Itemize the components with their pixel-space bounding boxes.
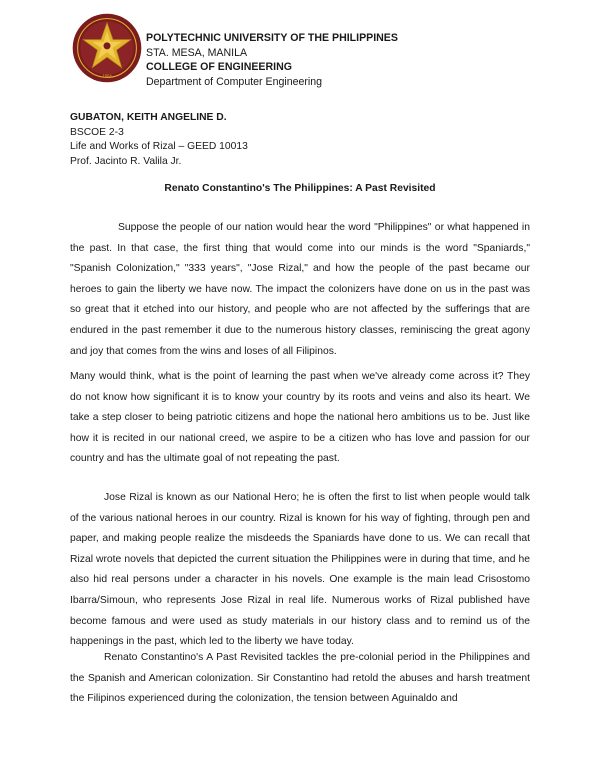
university-name: POLYTECHNIC UNIVERSITY OF THE PHILIPPINES: [146, 32, 398, 44]
campus-location: STA. MESA, MANILA: [146, 46, 248, 59]
student-section: BSCOE 2-3: [70, 126, 124, 138]
essay-paragraph-3: Jose Rizal is known as our National Hero; he is often the first to list when people would talk of the various national heroes in our country. Rizal is known for his way of fighting, through pen and paper, and making people realize the misdeeds the Spaniards have done to us. We can recall that Rizal wrote novels that depicted the current situation the Philippines were in during that time, and he also hid real persons under a character in his novels. One example is the main lead Crisostomo Ibarra/Simoun, who represents Jose Rizal in real life. Numerous works of Rizal published have become famous and were used as study materials in our history class and to remind us of the happenings in the past, which led to the liberty we have today.: [70, 492, 530, 648]
college-name: COLLEGE OF ENGINEERING: [146, 61, 292, 73]
institution-header: [146, 31, 398, 89]
student-name: GUBATON, KEITH ANGELINE D.: [70, 112, 227, 123]
essay-paragraph-2: Many would think, what is the point of learning the past when we've already come across it? They do not know how significant it is to know your country by its roots and veins and also its heart. We take a step closer to being patriotic citizens and hope the national hero ambitions us to be. Just like how it is recited in our national creed, we aspire to be a citizen who has love and passion for our country and has the ultimate goal of not repeating the past.: [70, 371, 530, 465]
seal-year: 1904: [102, 73, 112, 79]
university-seal-icon: [72, 13, 142, 83]
essay-paragraph-4: Renato Constantino's A Past Revisited tackles the pre-colonial period in the Philippines and the Spanish and American colonization. Sir Constantino had retold the abuses and harsh treatment the Filipinos experienced during the colonization, the tension between Aguinaldo and: [70, 652, 530, 705]
course-title: Life and Works of Rizal – GEED 10013: [70, 141, 248, 153]
student-info: [70, 111, 248, 169]
essay-paragraph-1: Suppose the people of our nation would hear the word "Philippines" or what happened in the past. In that case, the first thing that would come into our minds is the word "Spaniards," "Spanish Colonization," "333 years", "Jose Rizal," and how the people of the past became our heroes to gain the liberty we have now. The impact the colonizers have done on us in the past was so great that it etched into our history, and people who are not affected by the sufferings that are endured in the past remember it due to the numerous history classes, reminiscing the great agony and joy that comes from the wins and loses of all Filipinos.: [70, 222, 530, 357]
essay-title: Renato Constantino's The Philippines: A Past Revisited: [164, 183, 436, 194]
department-name: Department of Computer Engineering: [146, 75, 323, 88]
professor-name: Prof. Jacinto R. Valila Jr.: [70, 155, 182, 167]
